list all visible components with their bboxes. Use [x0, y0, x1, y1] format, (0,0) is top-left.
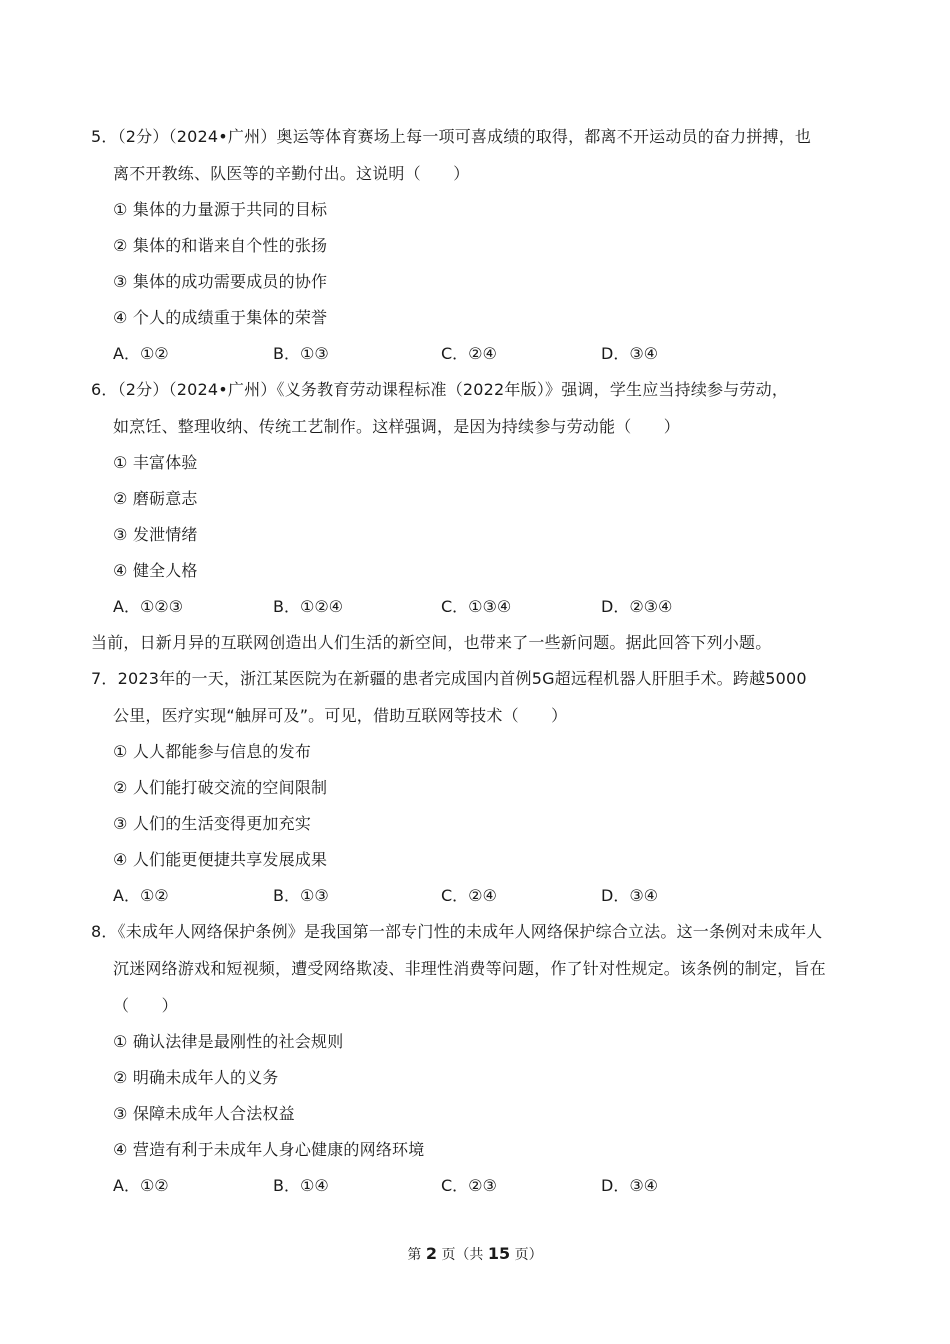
question-6-statement-4: ④ 健全人格 — [113, 561, 198, 580]
question-5-statement-1: ① 集体的力量源于共同的目标 — [113, 200, 328, 219]
question-5-option-d: D．③④ — [601, 344, 659, 363]
question-7-option-c: C．②④ — [441, 886, 497, 905]
question-5-statement-2: ② 集体的和谐来自个性的张扬 — [113, 236, 328, 255]
footer-page-number: 2 — [425, 1244, 437, 1263]
page-footer — [0, 1244, 950, 1265]
question-8-stem-line-2: 沉迷网络游戏和短视频，遭受网络欺凌、非理性消费等问题，作了针对性规定。该条例的制定，旨在 — [113, 959, 826, 978]
question-5-statement-3: ③ 集体的成功需要成员的协作 — [113, 272, 328, 291]
question-5-option-a: A．①② — [113, 344, 169, 363]
question-8-statement-3: ③ 保障未成年人合法权益 — [113, 1104, 295, 1123]
question-6-statement-2: ② 磨砺意志 — [113, 489, 198, 508]
question-8-option-d: D．③④ — [601, 1176, 659, 1195]
question-6-option-c: C．①③④ — [441, 597, 512, 616]
question-5-stem-line-2: 离不开教练、队医等的辛勤付出。这说明（ ） — [113, 164, 470, 183]
question-6-stem-line-1: 6．（2分）（2024•广州）《义务教育劳动课程标准（2022年版）》强调，学生应当持续参与劳动， — [91, 380, 789, 399]
footer-total-pages: 15 — [487, 1244, 511, 1263]
question-8-statement-2: ② 明确未成年人的义务 — [113, 1068, 279, 1087]
question-7-stem-line-2: 公里，医疗实现“触屏可及”。可见，借助互联网等技术（ ） — [113, 706, 568, 725]
question-8-stem-line-3: （ ） — [113, 996, 178, 1015]
question-7-option-d: D．③④ — [601, 886, 659, 905]
question-7-stem-line-1: 7．2023年的一天，浙江某医院为在新疆的患者完成国内首例5G超远程机器人肝胆手术。跨越5000 — [91, 669, 807, 688]
footer-suffix: 页） — [514, 1247, 543, 1263]
question-6-statement-1: ① 丰富体验 — [113, 453, 198, 472]
question-8-option-a: A．①② — [113, 1176, 169, 1195]
passage-intro: 当前，日新月异的互联网创造出人们生活的新空间，也带来了一些新问题。据此回答下列小题。 — [91, 633, 772, 652]
question-6-option-a: A．①②③ — [113, 597, 183, 616]
question-6-stem-line-2: 如烹饪、整理收纳、传统工艺制作。这样强调，是因为持续参与劳动能（ ） — [113, 417, 681, 436]
question-8-stem-line-1: 8．《未成年人网络保护条例》是我国第一部专门性的未成年人网络保护综合立法。这一条例对未成年人 — [91, 922, 823, 941]
question-5-option-b: B．①③ — [273, 344, 329, 363]
question-6-option-d: D．②③④ — [601, 597, 673, 616]
question-8-statement-1: ① 确认法律是最刚性的社会规则 — [113, 1032, 344, 1051]
question-7-statement-2: ② 人们能打破交流的空间限制 — [113, 778, 328, 797]
question-7-statement-1: ① 人人都能参与信息的发布 — [113, 742, 312, 761]
question-7-statement-4: ④ 人们能更便捷共享发展成果 — [113, 850, 328, 869]
question-7-option-a: A．①② — [113, 886, 169, 905]
question-5-option-c: C．②④ — [441, 344, 497, 363]
footer-middle: 页（共 — [441, 1247, 484, 1263]
question-8-option-b: B．①④ — [273, 1176, 329, 1195]
question-7-option-b: B．①③ — [273, 886, 329, 905]
question-8-statement-4: ④ 营造有利于未成年人身心健康的网络环境 — [113, 1140, 425, 1159]
question-5-stem-line-1: 5．（2分）（2024•广州）奥运等体育赛场上每一项可喜成绩的取得，都离不开运动员的奋力拼搏，也 — [91, 127, 812, 146]
footer-prefix: 第 — [407, 1247, 422, 1263]
question-5-statement-4: ④ 个人的成绩重于集体的荣誉 — [113, 308, 328, 327]
question-6-option-b: B．①②④ — [273, 597, 344, 616]
question-7-statement-3: ③ 人们的生活变得更加充实 — [113, 814, 312, 833]
question-6-statement-3: ③ 发泄情绪 — [113, 525, 198, 544]
question-8-option-c: C．②③ — [441, 1176, 497, 1195]
